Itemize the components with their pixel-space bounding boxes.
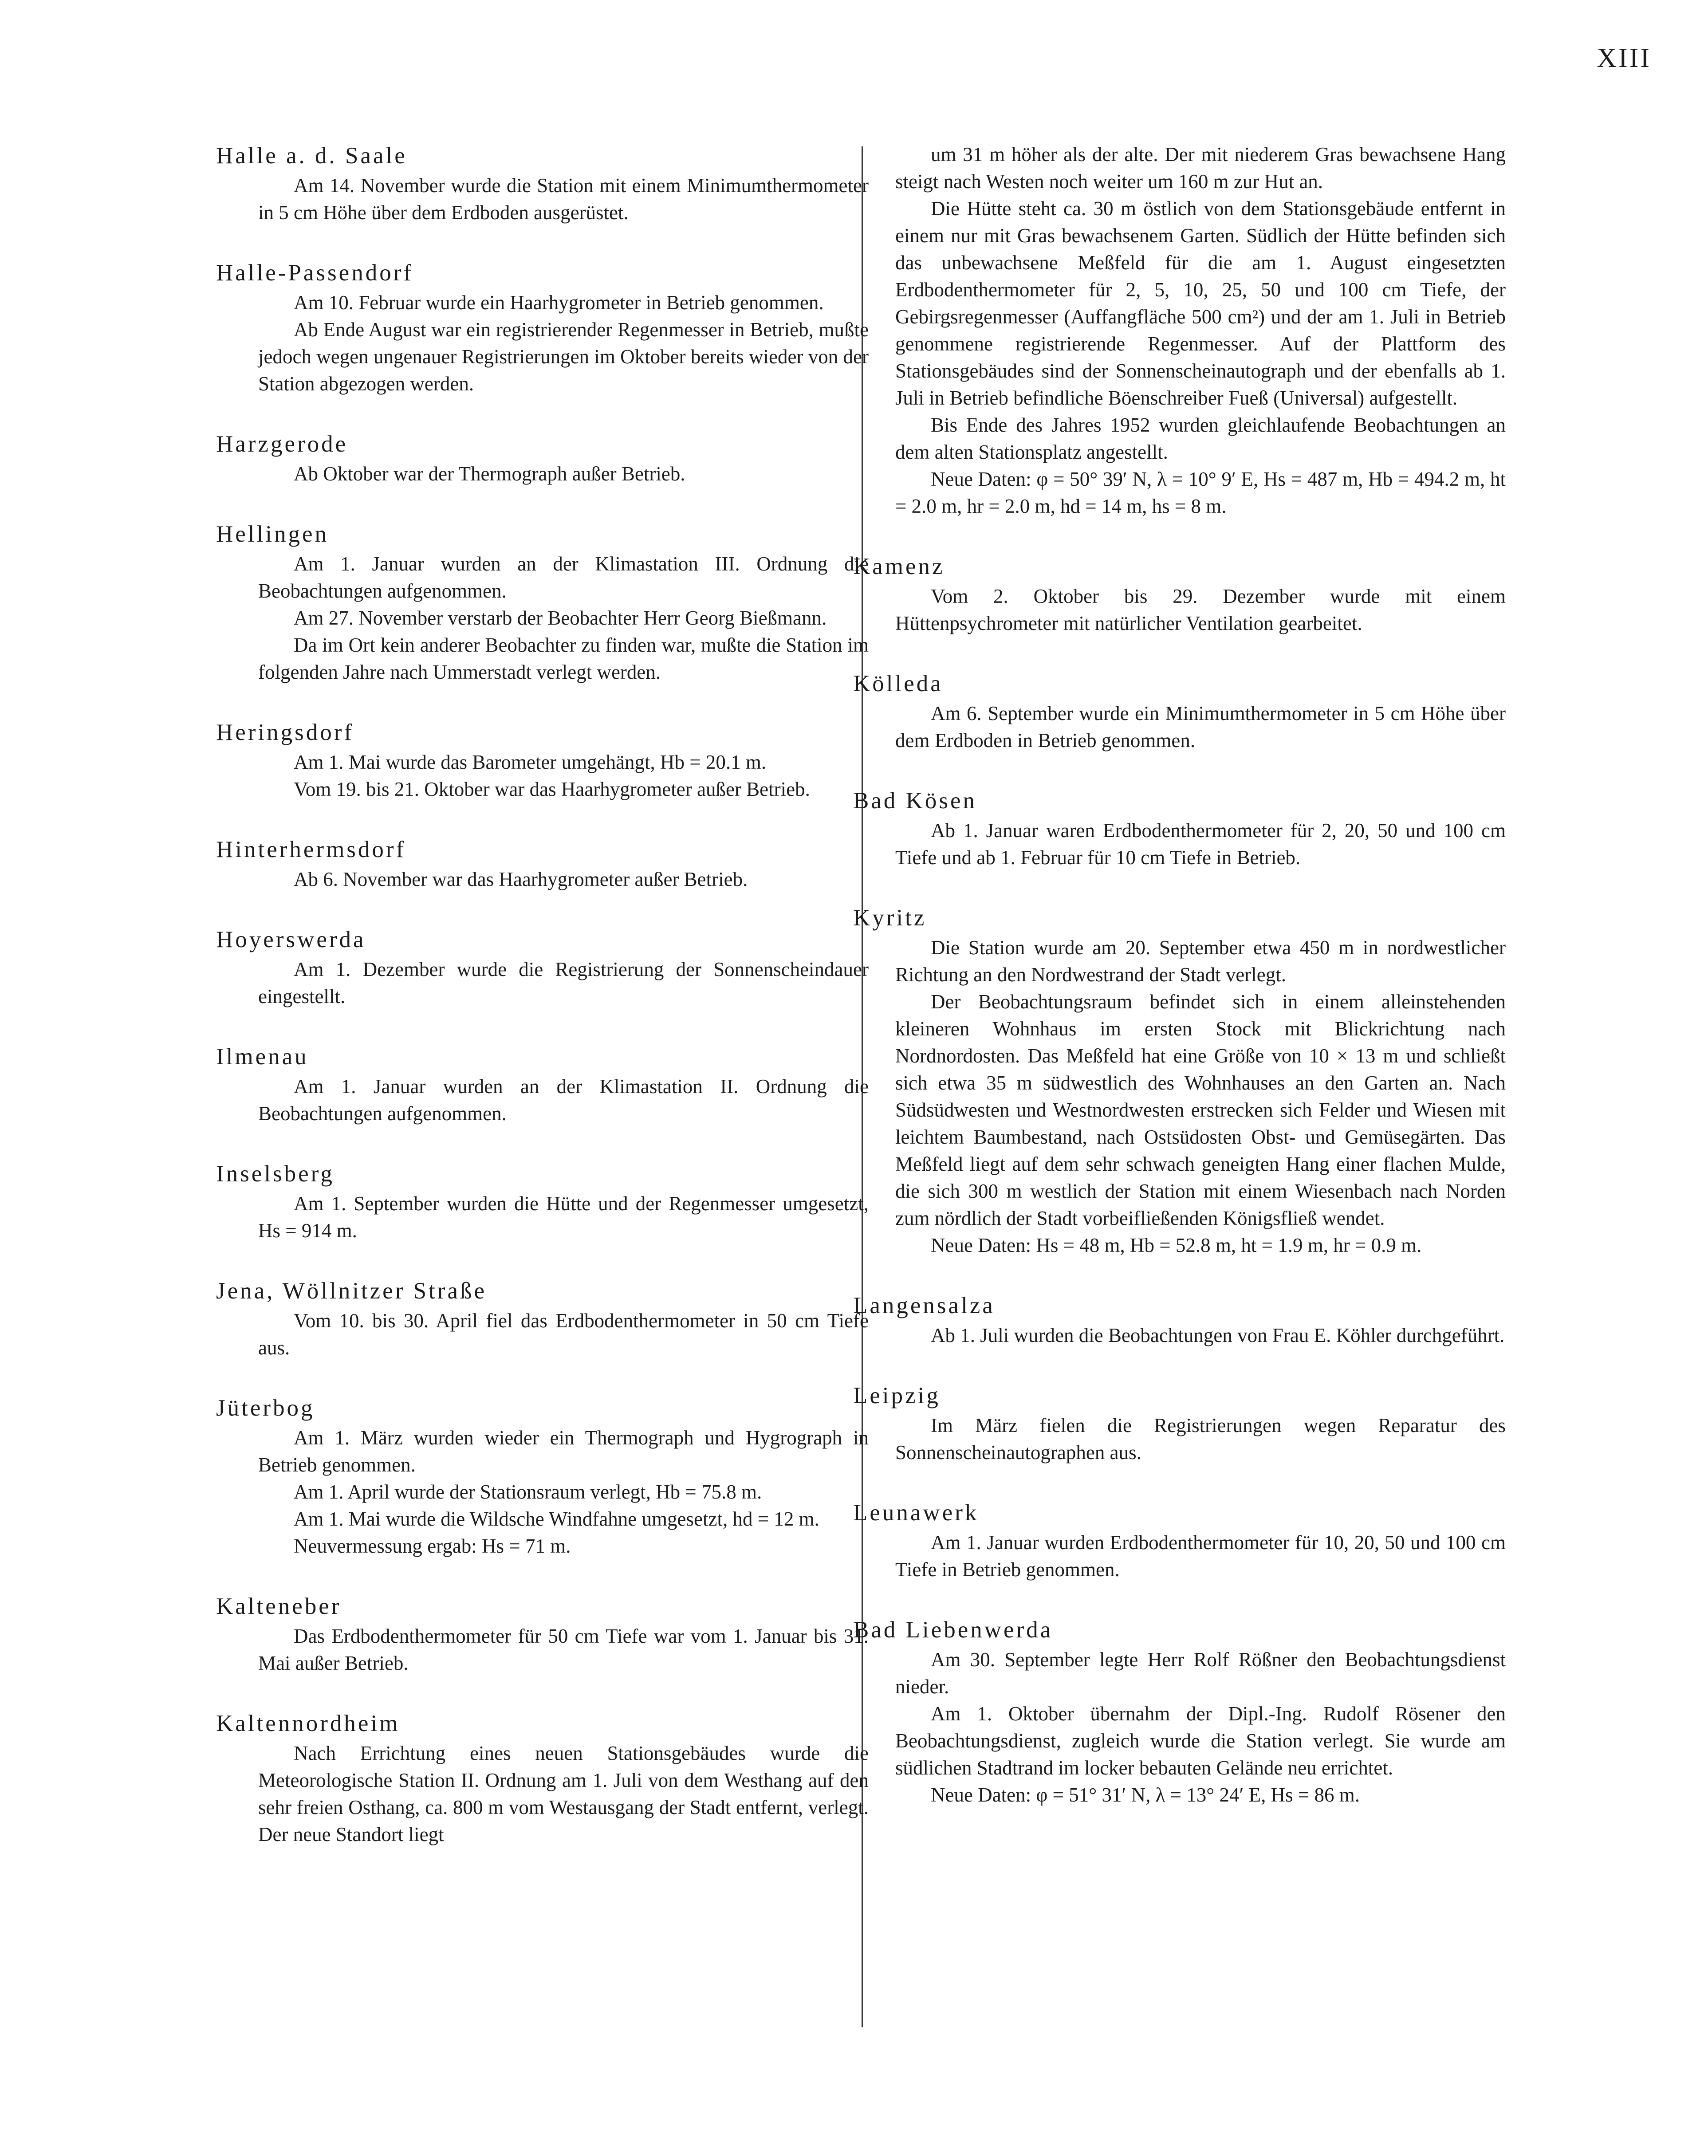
left-column — [216, 141, 869, 1880]
station-note: Am 30. September legte Herr Rolf Rößner den Beobachtungsdienst nieder. — [895, 1648, 1506, 1698]
station-note: Am 1. September wurden die Hütte und der Regenmesser umgesetzt, Hs = 914 m. — [258, 1192, 869, 1242]
station-name: Bad Liebenwerda — [853, 1617, 1053, 1643]
station-entry-kalteneber — [216, 1592, 869, 1677]
station-note: Die Hütte steht ca. 30 m östlich von dem Stationsgebäude entfernt in einem nur mit Gras bewachsenem Garten. Südlich der Hütte befinden sich das unbewachsene Meßfeld für die am 1. August eingesetzten Erdbodenthermometer für 2, 5, 10, 25, 50 und 100 cm Tiefe, der Gebirgsregenmesser (Auffangfläche 500 cm²) und der am 1. Juli in Betrieb genommene registrierende Regenmesser. Auf der Plattform des Stationsgebäudes sind der Sonnenscheinautograph und der ebenfalls ab 1. Juli in Betrieb befindliche Böenschreiber Fueß (Universal) aufgestellt. — [895, 197, 1506, 409]
station-name: Heringsdorf — [216, 720, 354, 745]
station-note: Neue Daten: Hs = 48 m, Hb = 52.8 m, ht = 1.9 m, hr = 0.9 m. — [931, 1234, 1422, 1256]
station-name: Hinterhermsdorf — [216, 837, 406, 862]
station-note: Neuvermessung ergab: Hs = 71 m. — [294, 1535, 571, 1557]
station-note: Das Erdbodenthermometer für 50 cm Tiefe war vom 1. Januar bis 31. Mai außer Betrieb. — [258, 1625, 869, 1674]
station-entry-bad-koesen — [853, 786, 1506, 871]
station-entry-jueterbog — [216, 1393, 869, 1560]
station-name: Jena, Wöllnitzer Straße — [216, 1278, 487, 1304]
station-entry-ilmenau — [216, 1042, 869, 1127]
station-name: Jüterbog — [216, 1395, 315, 1421]
station-note: Ab 6. November war das Haarhygrometer außer Betrieb. — [294, 868, 748, 890]
station-name: Halle a. d. Saale — [216, 143, 407, 169]
station-entry-bad-liebenwerda — [853, 1615, 1506, 1809]
station-note: Ab Oktober war der Thermograph außer Betrieb. — [294, 463, 685, 485]
station-entry-inselsberg — [216, 1159, 869, 1244]
station-entry-kaltennordheim — [216, 1709, 869, 1848]
station-note: Nach Errichtung eines neuen Stationsgebäudes wurde die Meteorologische Station II. Ordnung am 1. Juli von dem Westhang auf den sehr freien Osthang, ca. 800 m vom Westausgang der Stadt entfernt, verlegt. Der neue Standort liegt — [258, 1742, 869, 1845]
station-note: Am 27. November verstarb der Beobachter Herr Georg Bießmann. — [294, 607, 827, 629]
station-note: Die Station wurde am 20. September etwa 450 m in nordwestlicher Richtung an den Nordwestrand der Stadt verlegt. — [895, 936, 1506, 986]
station-name: Langensalza — [853, 1293, 995, 1318]
station-entry-halle-a-d-saale — [216, 141, 869, 226]
station-name: Harzgerode — [216, 431, 348, 457]
station-note: Ab 1. Juli wurden die Beobachtungen von Frau E. Köhler durchgeführt. — [931, 1324, 1505, 1346]
station-entry-leunawerk — [853, 1498, 1506, 1583]
station-name: Bad Kösen — [853, 788, 977, 814]
station-entry-langensalza — [853, 1291, 1506, 1349]
station-note: Neue Daten: φ = 51° 31′ N, λ = 13° 24′ E, Hs = 86 m. — [931, 1784, 1360, 1806]
station-note: Am 1. März wurden wieder ein Thermograph und Hygrograph in Betrieb genommen. — [258, 1427, 869, 1476]
station-entry-hellingen — [216, 519, 869, 686]
station-entry-kamenz — [853, 552, 1506, 637]
station-note: Da im Ort kein anderer Beobachter zu finden war, mußte die Station im folgenden Jahre nach Ummerstadt verlegt werden. — [258, 634, 869, 683]
station-note: Am 1. Mai wurde das Barometer umgehängt, Hb = 20.1 m. — [294, 751, 767, 773]
station-note: Bis Ende des Jahres 1952 wurden gleichlaufende Beobachtungen an dem alten Stationsplatz angestellt. — [895, 414, 1506, 463]
station-name: Inselsberg — [216, 1161, 335, 1187]
station-name: Kamenz — [853, 554, 945, 579]
station-name: Hellingen — [216, 521, 329, 547]
station-entry-kyritz — [853, 903, 1506, 1259]
station-entry-hinterhermsdorf — [216, 835, 869, 893]
station-note: Am 1. Januar wurden an der Klimastation III. Ordnung die Beobachtungen aufgenommen. — [258, 553, 869, 602]
station-note: Ab 1. Januar waren Erdbodenthermometer für 2, 20, 50 und 100 cm Tiefe und ab 1. Februar für 10 cm Tiefe in Betrieb. — [895, 819, 1506, 869]
station-note: Am 14. November wurde die Station mit einem Minimumthermometer in 5 cm Höhe über dem Erdboden ausgerüstet. — [258, 174, 869, 224]
station-entry-leipzig — [853, 1381, 1506, 1466]
station-name: Hoyerswerda — [216, 927, 366, 952]
station-entry-jena-woellnitzer-strasse — [216, 1276, 869, 1361]
station-note: Am 6. September wurde ein Minimumthermometer in 5 cm Höhe über dem Erdboden in Betrieb genommen. — [895, 702, 1506, 751]
station-note: Am 10. Februar wurde ein Haarhygrometer in Betrieb genommen. — [294, 291, 824, 314]
station-note: Vom 10. bis 30. April fiel das Erdbodenthermometer in 50 cm Tiefe aus. — [258, 1310, 869, 1359]
station-note: Am 1. Mai wurde die Wildsche Windfahne umgesetzt, hd = 12 m. — [294, 1508, 819, 1530]
station-name: Kaltennordheim — [216, 1711, 400, 1736]
right-column — [853, 141, 1506, 1841]
station-name: Leipzig — [853, 1383, 941, 1408]
station-note: Am 1. Oktober übernahm der Dipl.-Ing. Rudolf Rösener den Beobachtungsdienst, zugleich wurde die Station verlegt. Sie wurde am südlichen Stadtrand im locker bebauten Gelände neu errichtet. — [895, 1703, 1506, 1779]
station-name: Kölleda — [853, 671, 943, 696]
station-note: Vom 19. bis 21. Oktober war das Haarhygrometer außer Betrieb. — [294, 778, 810, 800]
station-note: Vom 2. Oktober bis 29. Dezember wurde mit einem Hüttenpsychrometer mit natürlicher Ventilation gearbeitet. — [895, 585, 1506, 634]
continued-entry-kaltennordheim — [895, 141, 1506, 520]
station-name: Kalteneber — [216, 1593, 342, 1619]
station-note: Neue Daten: φ = 50° 39′ N, λ = 10° 9′ E, Hs = 487 m, Hb = 494.2 m, ht = 2.0 m, hr = 2.0 m, hd = 14 m, hs = 8 m. — [895, 468, 1506, 517]
station-entry-halle-passendorf — [216, 258, 869, 397]
station-note: Am 1. Januar wurden Erdbodenthermometer für 10, 20, 50 und 100 cm Tiefe in Betrieb genommen. — [895, 1531, 1506, 1581]
station-note: Im März fielen die Registrierungen wegen Reparatur des Sonnenscheinautographen aus. — [895, 1414, 1506, 1464]
station-name: Leunawerk — [853, 1500, 979, 1526]
station-name: Kyritz — [853, 905, 927, 931]
station-note: um 31 m höher als der alte. Der mit niederem Gras bewachsene Hang steigt nach Westen noch weiter um 160 m zur Hut an. — [895, 143, 1506, 193]
station-note: Der Beobachtungsraum befindet sich in einem alleinstehenden kleineren Wohnhaus im ersten Stock mit Blickrichtung nach Nordnordosten. Das Meßfeld hat eine Größe von 10 × 13 m und schließt sich etwa 35 m südwestlich des Wohnhauses an den Garten an. Nach Südsüdwesten und Westnordwesten erstrecken sich Felder und Wiesen mit leichtem Baumbestand, nach Ostsüdosten Obst- und Gemüsegärten. Das Meßfeld liegt auf dem sehr schwach geneigten Hang einer flachen Mulde, die sich 300 m westlich der Station mit einem Wiesenbach nach Norden zum nördlich der Stadt vorbeifließenden Königsfließ wendet. — [895, 991, 1506, 1229]
station-entry-harzgerode — [216, 429, 869, 488]
station-name: Ilmenau — [216, 1044, 309, 1070]
station-note: Am 1. April wurde der Stationsraum verlegt, Hb = 75.8 m. — [294, 1481, 762, 1503]
station-entry-koelleda — [853, 669, 1506, 754]
page-number: XIII — [1597, 43, 1651, 73]
station-note: Am 1. Januar wurden an der Klimastation II. Ordnung die Beobachtungen aufgenommen. — [258, 1075, 869, 1125]
station-entry-hoyerswerda — [216, 925, 869, 1010]
station-name: Halle-Passendorf — [216, 260, 413, 286]
station-note: Ab Ende August war ein registrierender Regenmesser in Betrieb, mußte jedoch wegen ungenauer Registrierungen im Oktober bereits wieder von der Station abgezogen werden. — [258, 319, 869, 395]
station-entry-heringsdorf — [216, 718, 869, 803]
station-note: Am 1. Dezember wurde die Registrierung der Sonnenscheindauer eingestellt. — [258, 958, 869, 1007]
